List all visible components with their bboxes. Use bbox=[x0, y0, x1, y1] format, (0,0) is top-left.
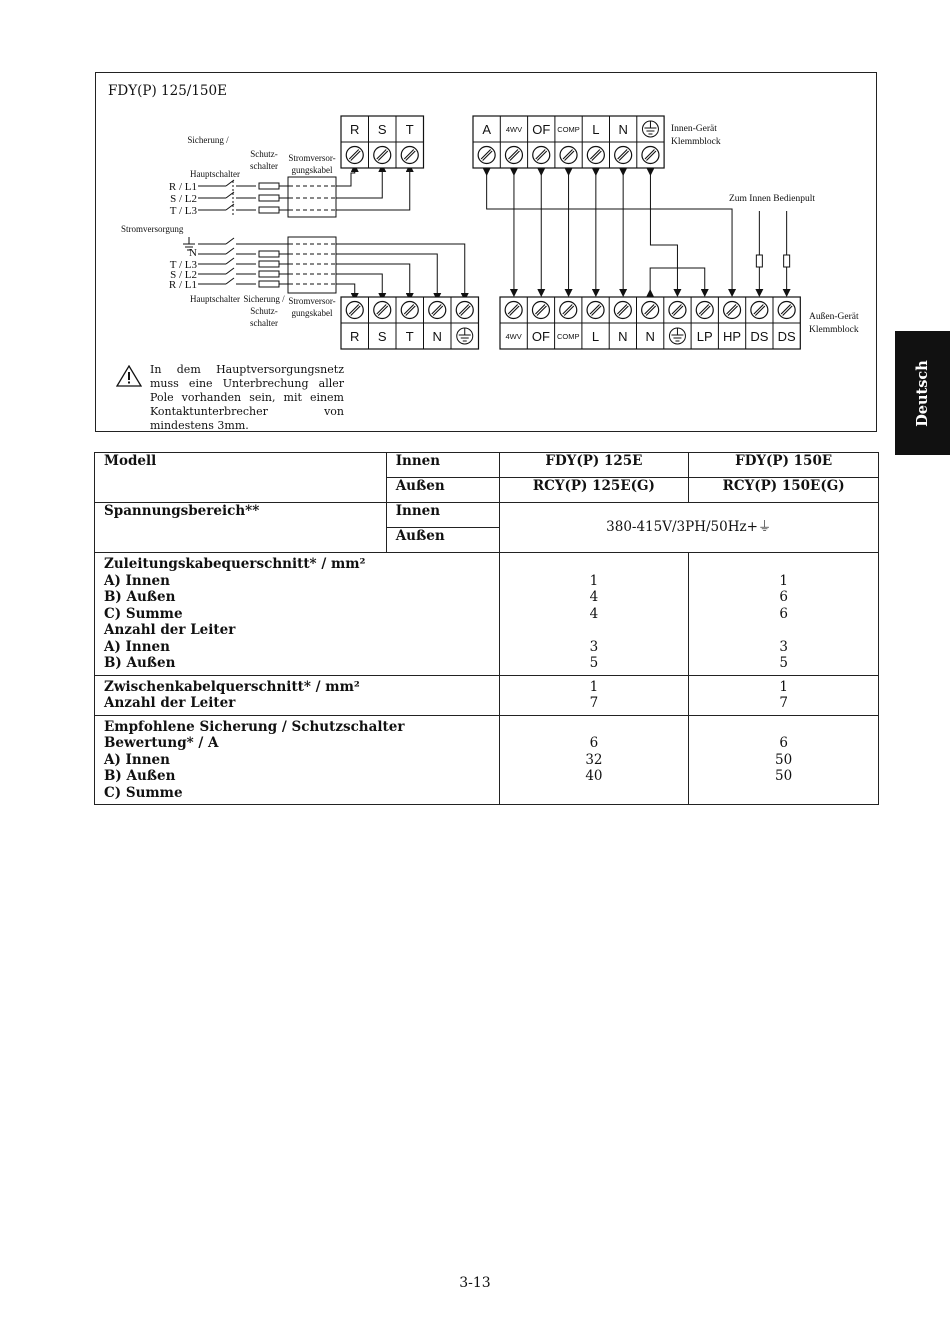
supply-label-6: B) Außen bbox=[104, 655, 176, 671]
lower-phase-label: R / L1 bbox=[168, 279, 197, 291]
terminal-label: DS bbox=[750, 329, 769, 344]
supply-150-6: 5 bbox=[779, 655, 788, 671]
model-150-indoor: FDY(P) 150E bbox=[689, 453, 879, 478]
supply-label-5: A) Innen bbox=[104, 638, 170, 655]
voltage-indoor-label: Innen bbox=[386, 503, 499, 528]
screw-icon bbox=[401, 147, 418, 164]
lower-cable-label: Stromversor- bbox=[288, 296, 336, 306]
spec-table bbox=[94, 452, 879, 805]
terminal-label: T bbox=[405, 329, 414, 344]
supply-125-1: 1 bbox=[589, 572, 599, 589]
lower-phase-label: T / L3 bbox=[169, 259, 197, 271]
upper-cable-label: Stromversor- bbox=[288, 153, 336, 163]
screw-icon bbox=[478, 147, 495, 164]
screw-icon bbox=[696, 302, 713, 319]
language-tab bbox=[895, 331, 950, 455]
model-150-outdoor: RCY(P) 150E(G) bbox=[689, 478, 879, 503]
inter-cable-labels bbox=[95, 675, 500, 715]
outdoor-block-label: Klemmblock bbox=[809, 325, 859, 335]
terminal-label: DS bbox=[777, 329, 796, 344]
wiring-diagram bbox=[95, 72, 877, 432]
supply-label-2: B) Außen bbox=[104, 589, 176, 605]
supply-150-0 bbox=[698, 556, 869, 573]
screw-icon bbox=[374, 147, 391, 164]
fuse-label-3: C) Summe bbox=[104, 784, 183, 801]
upper-terminal-block bbox=[341, 116, 424, 168]
inter-cable-125 bbox=[499, 675, 689, 715]
supply-cable-labels bbox=[95, 553, 500, 676]
lower-phase-label: S / L2 bbox=[170, 269, 197, 281]
screw-icon bbox=[587, 147, 604, 164]
warning-icon bbox=[116, 365, 142, 387]
lower-terminal-block bbox=[341, 297, 479, 349]
screw-icon bbox=[615, 147, 632, 164]
outdoor-block-label: Außen-Gerät bbox=[809, 312, 859, 322]
model-125-indoor: FDY(P) 125E bbox=[499, 453, 689, 478]
screw-icon bbox=[532, 302, 549, 319]
fuse-labels bbox=[95, 715, 500, 805]
screw-icon bbox=[456, 302, 473, 319]
lower-fuse-label: Sicherung / bbox=[243, 294, 285, 304]
supply-125-6: 5 bbox=[589, 655, 599, 671]
indoor-block-label: Innen-Gerät bbox=[671, 124, 717, 134]
supply-150-3: 6 bbox=[779, 605, 788, 622]
fuse-label-2: B) Außen bbox=[104, 768, 176, 784]
fuse-125-0 bbox=[509, 719, 680, 736]
indoor-terminal-block bbox=[473, 116, 664, 168]
table-row bbox=[95, 453, 879, 478]
screw-icon bbox=[560, 302, 577, 319]
supply-150-5: 3 bbox=[779, 638, 788, 655]
inter-label-1: Anzahl der Leiter bbox=[104, 695, 236, 711]
supply-125-5: 3 bbox=[589, 638, 599, 655]
fuse-150-3: 50 bbox=[775, 768, 793, 784]
supply-150-1: 1 bbox=[779, 572, 788, 589]
model-label: Modell bbox=[95, 453, 387, 503]
terminal-label: R bbox=[350, 329, 360, 344]
screw-icon bbox=[642, 302, 659, 319]
lower-main-switch-label: Hauptschalter bbox=[190, 294, 240, 304]
upper-phase-label: T / L3 bbox=[169, 205, 197, 217]
supply-label-3: C) Summe bbox=[104, 605, 183, 622]
terminal-label: L bbox=[592, 122, 600, 137]
upper-main-switch-label: Hauptschalter bbox=[190, 169, 240, 179]
terminal-label: S bbox=[377, 122, 387, 137]
terminal-label: N bbox=[432, 329, 442, 344]
inter-125-1: 7 bbox=[589, 695, 599, 711]
screw-icon bbox=[751, 302, 768, 319]
screw-icon bbox=[346, 302, 363, 319]
page-number: 3-13 bbox=[459, 1275, 491, 1291]
upper-phase-label: S / L2 bbox=[170, 193, 197, 205]
upper-fuse-label: schalter bbox=[250, 161, 278, 171]
inter-150-1: 7 bbox=[779, 695, 788, 711]
screw-icon bbox=[724, 302, 741, 319]
terminal-label: COMP bbox=[557, 332, 580, 341]
screw-icon bbox=[505, 147, 522, 164]
diagram-title: FDY(P) 125/150E bbox=[108, 83, 227, 99]
supply-label-4: Anzahl der Leiter bbox=[104, 622, 236, 638]
terminal-label: 4WV bbox=[505, 125, 523, 134]
supply-125-4 bbox=[509, 622, 680, 639]
terminal-label: N bbox=[645, 329, 655, 344]
lower-cable-label: gungskabel bbox=[291, 308, 333, 318]
screw-icon bbox=[587, 302, 604, 319]
fuse-150-0 bbox=[698, 719, 869, 736]
screw-icon bbox=[401, 302, 418, 319]
terminal-label: T bbox=[405, 122, 414, 137]
supply-150-2: 6 bbox=[779, 589, 788, 605]
model-125-outdoor: RCY(P) 125E(G) bbox=[499, 478, 689, 503]
fuse-150-2: 50 bbox=[775, 751, 793, 768]
table-row bbox=[95, 715, 879, 805]
upper-fuse-label: Sicherung / bbox=[187, 135, 229, 145]
terminal-label: L bbox=[591, 329, 600, 344]
supply-label-1: A) Innen bbox=[104, 572, 170, 589]
voltage-value: 380-415V/3PH/50Hz+⏚ bbox=[499, 503, 878, 553]
inter-cable-150 bbox=[689, 675, 879, 715]
screw-icon bbox=[614, 302, 631, 319]
fuse-125-2: 32 bbox=[585, 751, 603, 768]
supply-150-4 bbox=[698, 622, 869, 639]
terminal-label: COMP bbox=[557, 125, 580, 134]
indoor-block-label: Klemmblock bbox=[671, 137, 721, 147]
terminal-label: LP bbox=[696, 329, 713, 344]
fuse-125 bbox=[499, 715, 689, 805]
language-tab-label: Deutsch bbox=[914, 359, 932, 427]
screw-icon bbox=[374, 302, 391, 319]
upper-phase-label: R / L1 bbox=[168, 181, 197, 193]
outdoor-label: Außen bbox=[386, 478, 499, 503]
upper-fuse-label: Schutz- bbox=[250, 149, 278, 159]
screw-icon bbox=[346, 147, 363, 164]
lower-fuse-label: Schutz- bbox=[250, 306, 278, 316]
remote-label: Zum Innen Bedienpult bbox=[728, 194, 816, 204]
terminal-label: A bbox=[482, 122, 491, 137]
table-row bbox=[95, 553, 879, 676]
terminal-label: R bbox=[350, 122, 360, 137]
fuse-150 bbox=[689, 715, 879, 805]
terminal-label: OF bbox=[531, 329, 550, 344]
screw-icon bbox=[642, 147, 659, 164]
screw-icon bbox=[533, 147, 550, 164]
fuse-150-1: 6 bbox=[779, 735, 788, 751]
supply-125-3: 4 bbox=[589, 605, 599, 622]
voltage-label: Spannungsbereich** bbox=[95, 503, 387, 553]
neutral-label: N bbox=[189, 247, 197, 259]
screw-icon bbox=[505, 302, 522, 319]
screw-icon bbox=[560, 147, 577, 164]
fuse-125-3: 40 bbox=[585, 768, 603, 784]
inter-label-0: Zwischenkabelquerschnitt* / mm² bbox=[104, 678, 360, 695]
supply-125-0 bbox=[509, 556, 680, 573]
terminal-label: N bbox=[618, 122, 628, 137]
terminal-label: 4WV bbox=[505, 332, 522, 341]
voltage-outdoor-label: Außen bbox=[386, 528, 499, 553]
lower-fuse-label: schalter bbox=[250, 318, 278, 328]
warning-text: In dem Hauptversorgungsnetz muss eine Unterbrechung aller Pole vorhanden sein, mit einem Kontaktunterbrecher von mindestens 3mm. bbox=[150, 363, 344, 432]
fuse-label-0: Empfohlene Sicherung / Schutzschalter Bewertung* / A bbox=[104, 718, 405, 751]
inter-150-0: 1 bbox=[779, 678, 788, 695]
power-supply-label: Stromversorgung bbox=[121, 224, 184, 234]
screw-icon bbox=[429, 302, 446, 319]
terminal-label: OF bbox=[532, 122, 551, 137]
inter-125-0: 1 bbox=[589, 678, 599, 695]
outdoor-terminal-block bbox=[500, 297, 800, 349]
screw-icon bbox=[669, 302, 686, 319]
fuse-label-1: A) Innen bbox=[104, 751, 170, 768]
table-row bbox=[95, 675, 879, 715]
terminal-label: S bbox=[377, 329, 387, 344]
terminal-label: HP bbox=[723, 329, 742, 344]
upper-cable-label: gungskabel bbox=[291, 165, 333, 175]
screw-icon bbox=[778, 302, 795, 319]
indoor-label: Innen bbox=[386, 453, 499, 478]
supply-125-2: 4 bbox=[589, 589, 599, 605]
terminal-label: N bbox=[618, 329, 628, 344]
fuse-125-1: 6 bbox=[589, 735, 599, 751]
supply-cable-150 bbox=[689, 553, 879, 676]
supply-label-0: Zuleitungskabequerschnitt* / mm² bbox=[104, 556, 366, 572]
table-row bbox=[95, 503, 879, 528]
supply-cable-125 bbox=[499, 553, 689, 676]
